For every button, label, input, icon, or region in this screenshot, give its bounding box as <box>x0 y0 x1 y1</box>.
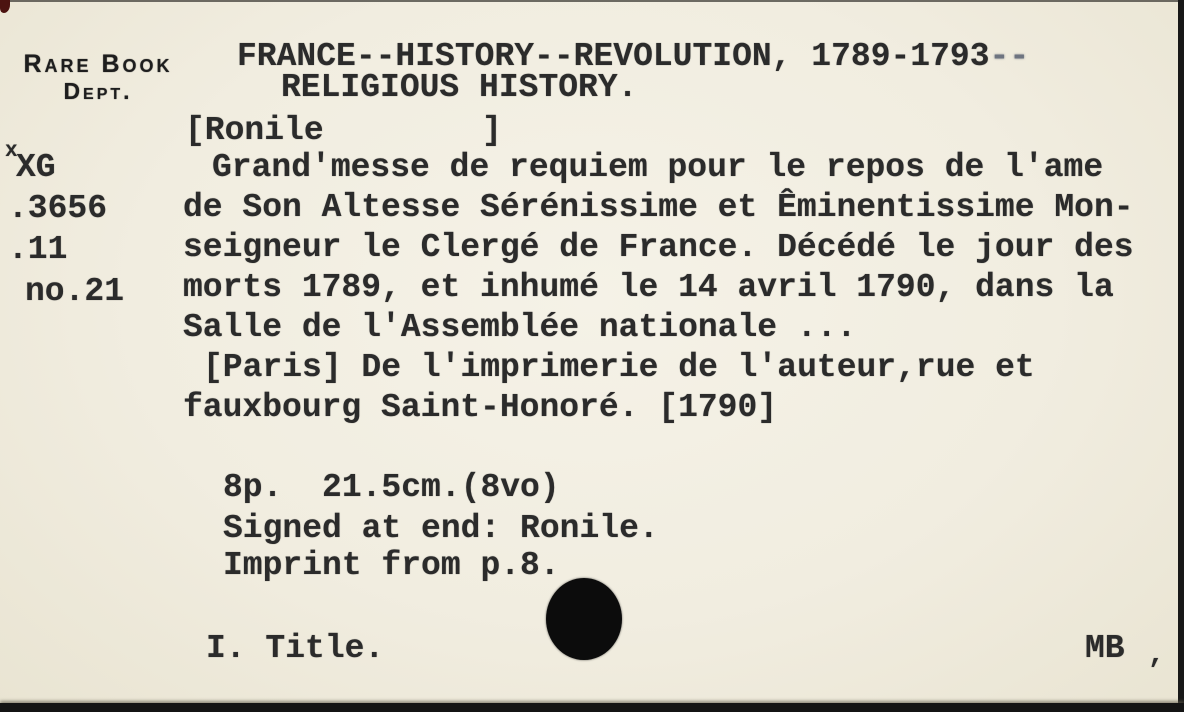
subject-heading-text: FRANCE--HISTORY--REVOLUTION, 1789-1793 <box>237 38 990 75</box>
body-line: morts 1789, et inhumé le 14 avril 1790, dans la <box>183 269 1114 306</box>
collation-line: Signed at end: Ronile. <box>223 510 659 547</box>
call-number-superscript: x <box>5 140 18 163</box>
call-number-line4: no.21 <box>25 273 125 310</box>
department-stamp <box>20 50 176 104</box>
call-number-line1: XG <box>16 149 56 186</box>
stray-mark: , <box>1148 640 1165 671</box>
subject-heading-line2: RELIGIOUS HISTORY. <box>281 69 638 106</box>
body-line: [Paris] De l'imprimerie de l'auteur,rue et <box>203 349 1035 386</box>
punch-hole <box>546 578 622 660</box>
body-line: Grand'messe de requiem pour le repos de l'ame <box>212 149 1104 186</box>
body-line: seigneur le Clergé de France. Décédé le jour des <box>183 229 1134 266</box>
bottom-edge-shadow <box>0 703 1184 712</box>
top-edge-line <box>0 0 1184 2</box>
body-line: Salle de l'Assemblée nationale ... <box>183 309 857 346</box>
stamp-line2: Dept. <box>63 78 133 104</box>
body-line: fauxbourg Saint-Honoré. [1790] <box>183 389 778 426</box>
tracing-line: I. Title. <box>206 630 385 667</box>
author-line: [Ronile ] <box>185 112 502 149</box>
corner-ink-mark <box>0 0 10 13</box>
cataloger-initials: MB <box>1085 630 1125 667</box>
call-number-line3: .11 <box>8 231 68 268</box>
body-line: de Son Altesse Sérénissime et Êminentissime Mon- <box>183 189 1134 226</box>
pencil-dashes: -- <box>989 38 1030 75</box>
collation-line: Imprint from p.8. <box>223 547 560 584</box>
call-number-line2: .3656 <box>8 190 108 227</box>
right-edge-shadow <box>1178 0 1184 712</box>
stamp-line1: Rare Book <box>23 50 173 78</box>
collation-line: 8p. 21.5cm.(8vo) <box>223 469 560 506</box>
